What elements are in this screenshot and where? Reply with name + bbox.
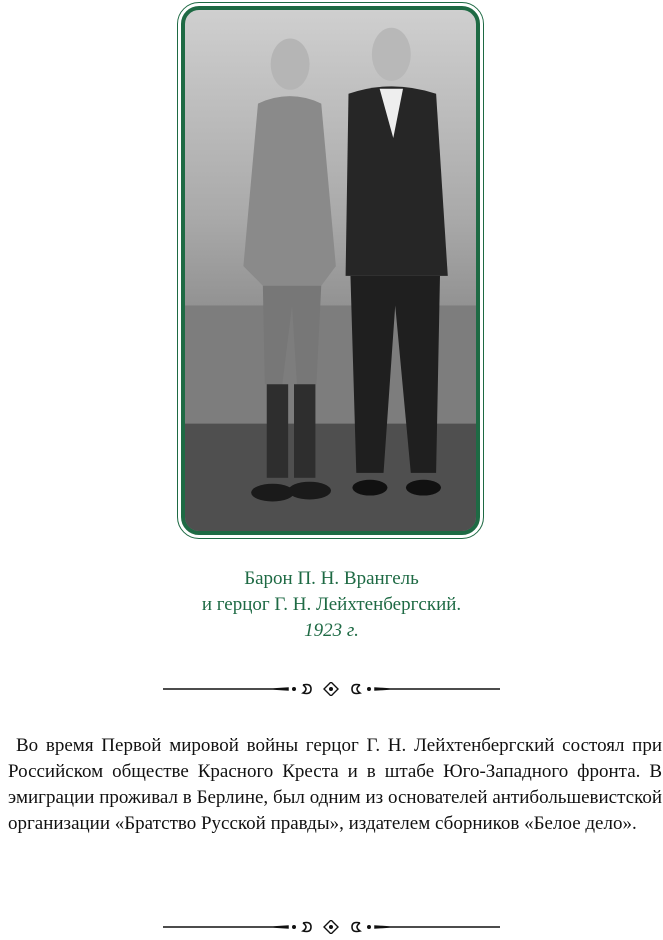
historical-photo — [181, 6, 480, 535]
photo-caption — [0, 566, 663, 644]
caption-line-2: и герцог Г. Н. Лейхтенбергский. — [201, 594, 462, 615]
caption-line-1: Барон П. Н. Врангель — [244, 568, 419, 589]
ornamental-divider-top — [163, 682, 500, 696]
caption-year: 1923 г. — [304, 620, 359, 641]
ornamental-divider-bottom — [163, 920, 500, 934]
photo-two-men — [185, 10, 476, 531]
body-paragraph: Во время Первой мировой войны герцог Г. Н. Лейхтенбергский состоял при Российском обществе Красного Креста и в штабе Юго-Западного фронта. В эмиграции проживал в Берлине, был одним из основателей антибольшевистской организации «Братство Русской правды», издателем сборников «Белое дело». — [8, 735, 662, 834]
